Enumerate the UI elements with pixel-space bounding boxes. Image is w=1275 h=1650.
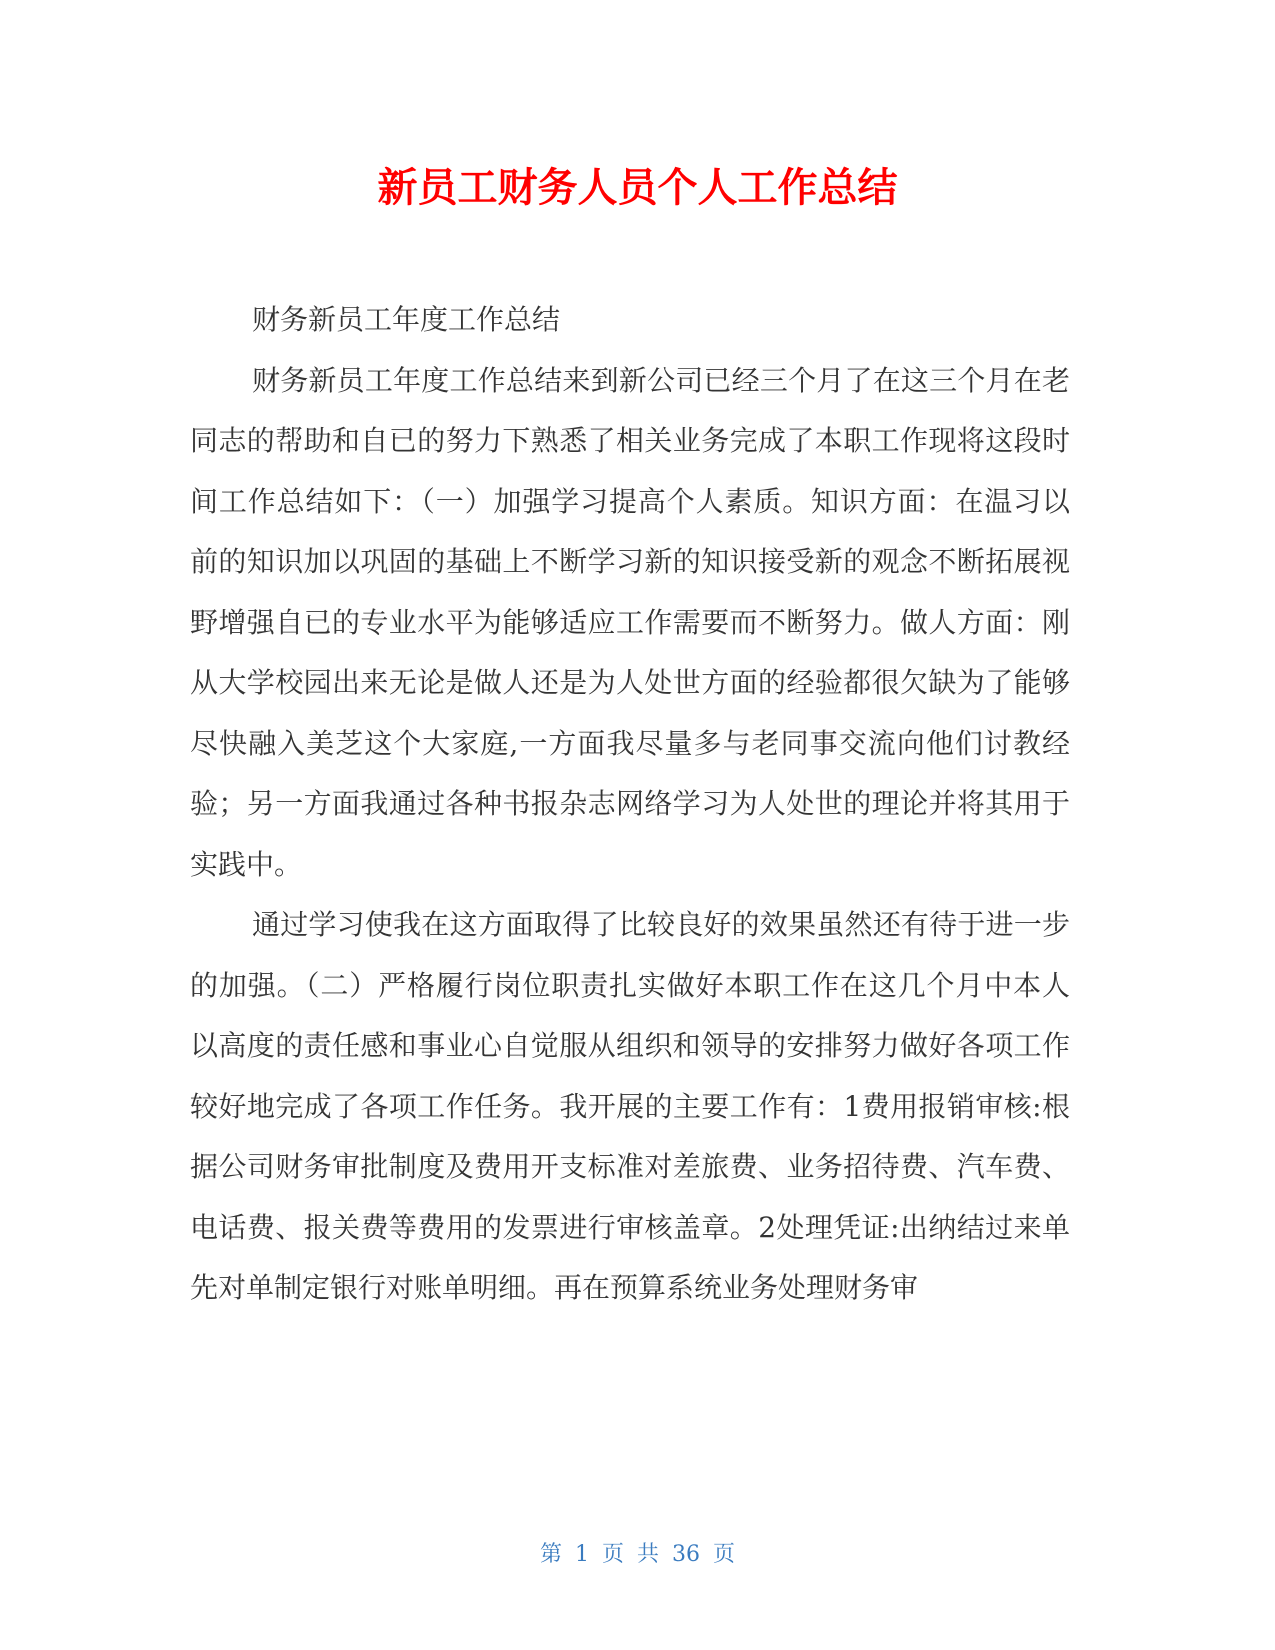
document-body bbox=[190, 290, 1070, 1319]
page-number-footer: 第 1 页 共 36 页 bbox=[540, 1542, 735, 1567]
document-title: 新员工财务人员个人工作总结 bbox=[377, 165, 898, 211]
paragraph-heading: 财务新员工年度工作总结 bbox=[252, 303, 561, 336]
paragraph: 财务新员工年度工作总结来到新公司已经三个月了在这三个月在老同志的帮助和自已的努力下熟悉了相关业务完成了本职工作现将这段时间工作总结如下：（一）加强学习提高个人素质。知识方面：在温习以前的知识加以巩固的基础上不断学习新的知识接受新的观念不断拓展视野增强自已的专业水平为能够适应工作需要而不断努力。做人方面：刚从大学校园出来无论是做人还是为人处世方面的经验都很欠缺为了能够尽快融入美芝这个大家庭,一方面我尽量多与老同事交流向他们讨教经验；另一方面我通过各种书报杂志网络学习为人处世的理论并将其用于实践中。 bbox=[190, 363, 1070, 881]
paragraph: 通过学习使我在这方面取得了比较良好的效果虽然还有待于进一步的加强。（二）严格履行岗位职责扎实做好本职工作在这几个月中本人以高度的责任感和事业心自觉服从组织和领导的安排努力做好各项工作较好地完成了各项工作任务。我开展的主要工作有：1费用报销审核:根据公司财务审批制度及费用开支标准对差旅费、业务招待费、汽车费、电话费、报关费等费用的发票进行审核盖章。2处理凭证:出纳结过来单先对单制定银行对账单明细。再在预算系统业务处理财务审 bbox=[190, 908, 1070, 1304]
